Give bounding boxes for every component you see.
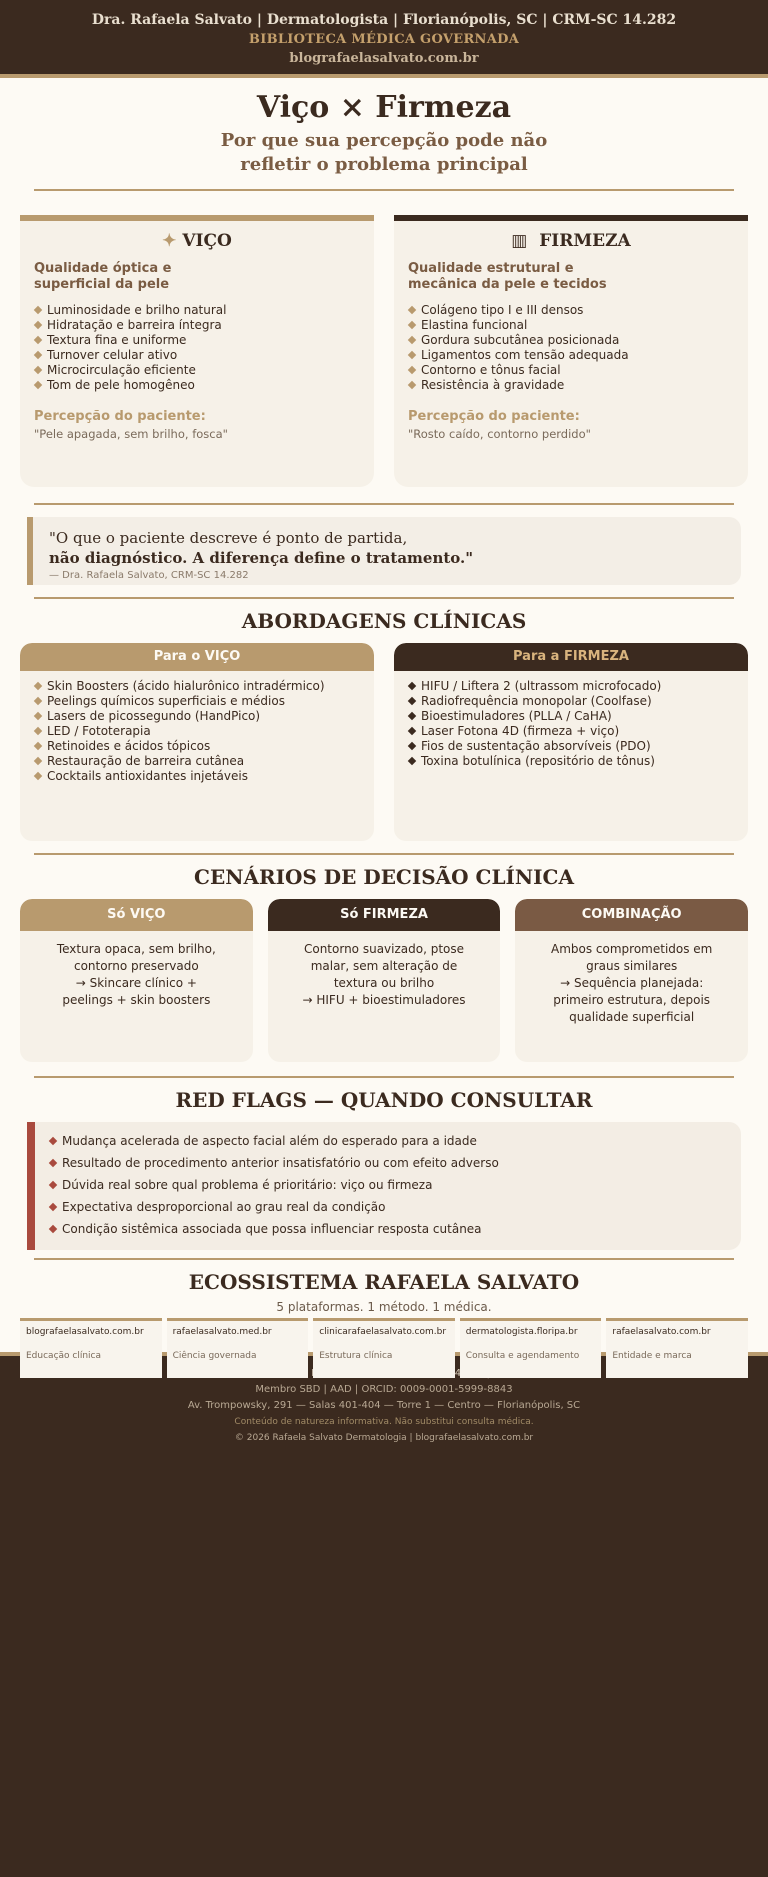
list-item: Restauração de barreira cutânea — [34, 754, 360, 769]
footer-memberships: Membro SBD | AAD | ORCID: 0009-0001-5999-8843 — [255, 1384, 513, 1395]
top-header — [0, 0, 768, 78]
scenario-body — [20, 931, 253, 1009]
list-item: LED / Fototerapia — [34, 724, 360, 739]
list-item: Colágeno tipo I e III densos — [408, 303, 734, 318]
divider — [34, 1258, 734, 1260]
list-item: Luminosidade e brilho natural — [34, 303, 360, 318]
redflag-item: Condição sistêmica associada que possa influenciar resposta cutânea — [49, 1218, 727, 1240]
list-item: Radiofrequência monopolar (Coolfase) — [408, 694, 734, 709]
scenario-line: Textura opaca, sem brilho, — [56, 942, 216, 956]
divider — [34, 853, 734, 855]
list-item: Lasers de picossegundo (HandPico) — [34, 709, 360, 724]
hero — [20, 78, 748, 177]
quote-line-2: não diagnóstico. A diferença define o tratamento." — [49, 549, 474, 567]
scenarios-title: CENÁRIOS DE DECISÃO CLÍNICA — [194, 865, 574, 889]
list-item: Hidratação e barreira íntegra — [34, 318, 360, 333]
subtitle-line-1: Por que sua percepção pode não — [220, 130, 548, 151]
scenario-cards — [20, 899, 748, 1062]
vico-perception-text: "Pele apagada, sem brilho, fosca" — [34, 427, 228, 441]
redflag-item: Resultado de procedimento anterior insatisfatório ou com efeito adverso — [49, 1152, 727, 1174]
list-item: Ligamentos com tensão adequada — [408, 348, 734, 363]
scenario-line: → Sequência planejada: — [560, 976, 704, 990]
structure-icon: ▥ — [511, 231, 528, 251]
firmeza-perception-text: "Rosto caído, contorno perdido" — [408, 427, 591, 441]
platform-card[interactable] — [313, 1318, 455, 1378]
scenario-line: peelings + skin boosters — [62, 993, 211, 1007]
vico-perception-label: Percepção do paciente: — [34, 409, 206, 424]
doctor-quote — [27, 517, 741, 585]
platform-site[interactable]: rafaelasalvato.med.br — [172, 1327, 272, 1337]
vico-approach-list — [20, 671, 374, 784]
platform-card[interactable] — [606, 1318, 748, 1378]
redflag-item: Dúvida real sobre qual problema é prioritário: viço ou firmeza — [49, 1174, 727, 1196]
scenario-line: primeiro estrutura, depois — [553, 993, 711, 1007]
vico-attributes-list — [20, 293, 374, 393]
platform-role: Estrutura clínica — [319, 1351, 393, 1361]
list-item: Contorno e tônus facial — [408, 363, 734, 378]
scenario-line: qualidade superficial — [569, 1010, 695, 1024]
divider — [34, 503, 734, 505]
divider — [34, 597, 734, 599]
list-item: Resistência à gravidade — [408, 378, 734, 393]
scenario-card-combination — [515, 899, 748, 1062]
platform-site[interactable]: rafaelasalvato.com.br — [612, 1327, 711, 1337]
list-item: Skin Boosters (ácido hialurônico intradérmico) — [34, 679, 360, 694]
page-subtitle — [20, 129, 748, 177]
list-item: Microcirculação eficiente — [34, 363, 360, 378]
redflags-box — [27, 1122, 741, 1250]
redflags-list — [35, 1130, 741, 1240]
footer-copyright: © 2026 Rafaela Salvato Dermatologia | blografaelasalvato.com.br — [234, 1433, 534, 1443]
vico-subtitle: Qualidade óptica e superficial da pele — [34, 261, 172, 292]
list-item: Elastina funcional — [408, 318, 734, 333]
scenario-body — [268, 931, 501, 1009]
quote-line-1: "O que o paciente descreve é ponto de partida, — [49, 529, 408, 547]
list-item: Fios de sustentação absorvíveis (PDO) — [408, 739, 734, 754]
platform-card[interactable] — [20, 1318, 162, 1378]
firmeza-perception-label: Percepção do paciente: — [408, 409, 580, 424]
footer-disclaimer: Conteúdo de natureza informativa. Não substitui consulta médica. — [234, 1417, 534, 1427]
vico-approach-header: Para o VIÇO — [20, 643, 374, 671]
firmeza-subtitle: Qualidade estrutural e mecânica da pele e tecidos — [408, 261, 607, 292]
firmeza-title-text: FIRMEZA — [539, 231, 631, 251]
scenario-card-firmeza — [268, 899, 501, 1062]
list-item: Tom de pele homogêneo — [34, 378, 360, 393]
list-item: Bioestimuladores (PLLA / CaHA) — [408, 709, 734, 724]
ecosystem-title: ECOSSISTEMA RAFAELA SALVATO — [188, 1270, 580, 1294]
scenario-line: → HIFU + bioestimuladores — [302, 993, 466, 1007]
list-item: Peelings químicos superficiais e médios — [34, 694, 360, 709]
scenario-header: Só VIÇO — [20, 899, 253, 931]
scenario-card-vico — [20, 899, 253, 1062]
firmeza-approach-card — [394, 643, 748, 841]
vico-card — [20, 215, 374, 487]
list-item: Retinoides e ácidos tópicos — [34, 739, 360, 754]
sparkle-icon: ✦ — [162, 231, 177, 251]
list-item: Laser Fotona 4D (firmeza + viço) — [408, 724, 734, 739]
ecosystem-subtitle: 5 plataformas. 1 método. 1 médica. — [276, 1300, 492, 1314]
footer-address: Av. Trompowsky, 291 — Salas 401-404 — Torre 1 — Centro — Florianópolis, SC — [187, 1400, 581, 1411]
platform-role: Entidade e marca — [612, 1351, 692, 1361]
scenario-line: textura ou brilho — [333, 976, 435, 990]
redflag-item: Mudança acelerada de aspecto facial além do esperado para a idade — [49, 1130, 727, 1152]
doctor-credentials: Dra. Rafaela Salvato | Dermatologista | Florianópolis, SC | CRM-SC 14.282 — [91, 12, 677, 28]
platform-role: Ciência governada — [172, 1351, 257, 1361]
main-content — [0, 78, 768, 1361]
divider — [34, 189, 734, 191]
quote-author: — Dra. Rafaela Salvato, CRM-SC 14.282 — [49, 570, 249, 581]
firmeza-approach-header: Para a FIRMEZA — [394, 643, 748, 671]
scenario-line: Contorno suavizado, ptose — [303, 942, 465, 956]
subtitle-line-2: refletir o problema principal — [240, 154, 528, 175]
approaches-cards — [20, 643, 748, 841]
redflag-item: Expectativa desproporcional ao grau real da condição — [49, 1196, 727, 1218]
platform-role: Educação clínica — [26, 1351, 102, 1361]
vico-card-title — [20, 221, 374, 251]
firmeza-card — [394, 215, 748, 487]
platform-site[interactable]: clinicarafaelasalvato.com.br — [319, 1327, 447, 1337]
firmeza-card-title — [394, 221, 748, 251]
comparison-cards — [20, 215, 748, 487]
platform-site[interactable]: dermatologista.floripa.br — [465, 1327, 578, 1337]
list-item: HIFU / Liftera 2 (ultrassom microfocado) — [408, 679, 734, 694]
scenario-line: → Skincare clínico + — [75, 976, 197, 990]
approaches-title: ABORDAGENS CLÍNICAS — [241, 609, 527, 633]
list-item: Cocktails antioxidantes injetáveis — [34, 769, 360, 784]
vico-approach-card — [20, 643, 374, 841]
page-title: Viço × Firmeza — [256, 90, 512, 125]
divider — [34, 1076, 734, 1078]
blog-link[interactable]: blografaelasalvato.com.br — [289, 51, 479, 66]
list-item: Toxina botulínica (repositório de tônus) — [408, 754, 734, 769]
vico-title-text: VIÇO — [182, 231, 232, 251]
scenario-header: COMBINAÇÃO — [515, 899, 748, 931]
list-item: Turnover celular ativo — [34, 348, 360, 363]
platform-card[interactable] — [167, 1318, 309, 1378]
scenario-body — [515, 931, 748, 1026]
scenario-line: graus similares — [586, 959, 678, 973]
scenario-line: malar, sem alteração de — [310, 959, 458, 973]
platform-card[interactable] — [460, 1318, 602, 1378]
scenario-header: Só FIRMEZA — [268, 899, 501, 931]
firmeza-attributes-list — [394, 293, 748, 393]
firmeza-approach-list — [394, 671, 748, 769]
list-item: Gordura subcutânea posicionada — [408, 333, 734, 348]
scenario-line: contorno preservado — [73, 959, 199, 973]
library-label: BIBLIOTECA MÉDICA GOVERNADA — [248, 32, 520, 47]
redflags-title: RED FLAGS — QUANDO CONSULTAR — [175, 1088, 593, 1112]
platform-site[interactable]: blografaelasalvato.com.br — [26, 1327, 144, 1337]
list-item: Textura fina e uniforme — [34, 333, 360, 348]
platform-role: Consulta e agendamento — [465, 1351, 580, 1361]
ecosystem-platforms — [20, 1318, 748, 1378]
scenario-line: Ambos comprometidos em — [550, 942, 713, 956]
